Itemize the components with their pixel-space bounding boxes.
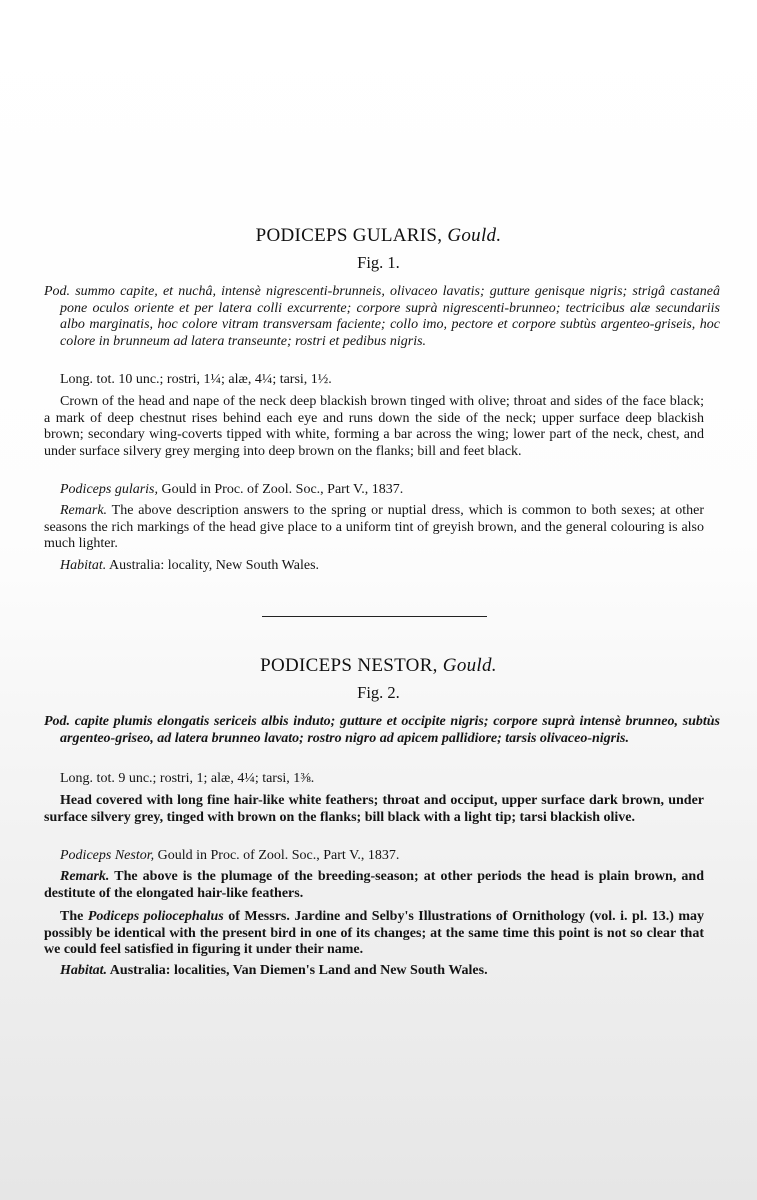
measurements-1: Long. tot. 10 unc.; rostri, 1¼; alæ, 4¼; tarsi, 1½.	[60, 372, 332, 387]
remark-label: Remark.	[60, 503, 108, 518]
note-2	[44, 909, 704, 959]
note-species-name: Podiceps poliocephalus	[87, 909, 224, 924]
english-description-2: Head covered with long fine hair-like white feathers; throat and occiput, upper surface dark brown, under surface silvery grey, tinged with brown on the flanks; bill black with a light tip; tarsi blackish olive.	[44, 793, 704, 825]
reference-name: Podiceps Nestor,	[60, 848, 155, 863]
figure-label-1: Fig. 1.	[357, 253, 400, 272]
habitat-2	[44, 963, 704, 980]
species-title-2	[0, 655, 757, 677]
habitat-text: Australia: locality, New South Wales.	[109, 558, 320, 573]
english-description-1: Crown of the head and nape of the neck deep blackish brown tinged with olive; throat and sides of the face black; a mark of deep chestnut rises behind each eye and runs down the side of the neck; upper surface deep blackish brown; secondary wing-coverts tipped with white, forming a bar across the wing; lower part of the neck, chest, and under surface silvery grey merging into deep brown on the flanks; bill and feet black.	[44, 394, 704, 459]
note-text-start: The	[60, 909, 84, 924]
habitat-text: Australia: localities, Van Diemen's Land and New South Wales.	[109, 963, 488, 978]
reference-2	[44, 848, 704, 865]
species-name: PODICEPS GULARIS,	[255, 225, 443, 246]
remark-text: The above is the plumage of the breeding-season; at other periods the head is plain brown, and destitute of the elongated hair-like feathers.	[44, 869, 704, 901]
reference-text: Gould in Proc. of Zool. Soc., Part V., 1837.	[157, 848, 400, 863]
species-author: Gould.	[447, 225, 502, 246]
habitat-label: Habitat.	[60, 558, 107, 573]
species-title-1	[0, 225, 757, 247]
remark-1	[44, 503, 704, 553]
measurements-2: Long. tot. 9 unc.; rostri, 1; alæ, 4¼; tarsi, 1⅜.	[60, 771, 315, 786]
reference-text: Gould in Proc. of Zool. Soc., Part V., 1837.	[161, 482, 404, 497]
species-author: Gould.	[442, 655, 497, 676]
latin-description-2: Pod. capite plumis elongatis sericeis albis induto; gutture et occipite nigris; corpore suprà intensè brunneo, subtùs argenteo-griseo, ad latera brunneo lavato; rostro nigro ad apicem pallidiore; tarsis olivaceo-nigris.	[44, 714, 720, 746]
remark-2	[44, 869, 704, 902]
section-divider	[262, 616, 487, 617]
remark-text: The above description answers to the spring or nuptial dress, which is common to both sexes; at other seasons the rich markings of the head give place to a uniform tint of greyish brown, and the general colouring is also much lighter.	[44, 503, 704, 551]
figure-label-2: Fig. 2.	[357, 683, 400, 702]
habitat-label: Habitat.	[60, 963, 108, 978]
remark-label: Remark.	[60, 869, 110, 884]
reference-1	[44, 482, 704, 499]
note-text-rest: of Messrs. Jardine and Selby's Illustrations of Ornithology (vol. i. pl. 13.) may possibly be identical with the present bird in one of its changes; at the same time this point is not so clear that we could feel satisfied in figuring it under their name.	[44, 909, 705, 957]
reference-name: Podiceps gularis,	[60, 482, 158, 497]
species-name: PODICEPS NESTOR,	[260, 655, 438, 676]
latin-description-1: Pod. summo capite, et nuchâ, intensè nigrescenti-brunneis, olivaceo lavatis; gutture genisque nigris; strigâ castaneâ pone oculos oriente et per latera colli excurrente; corpore suprà nigrescenti-brunneo; tectricibus alæ secundariis albo marginatis, hoc colore vitram transversam faciente; collo imo, pectore et corpore subtùs argenteo-griseis, hoc colore in brunneum ad latera transeunte; rostri et pedibus nigris.	[44, 284, 720, 349]
habitat-1	[44, 558, 704, 575]
